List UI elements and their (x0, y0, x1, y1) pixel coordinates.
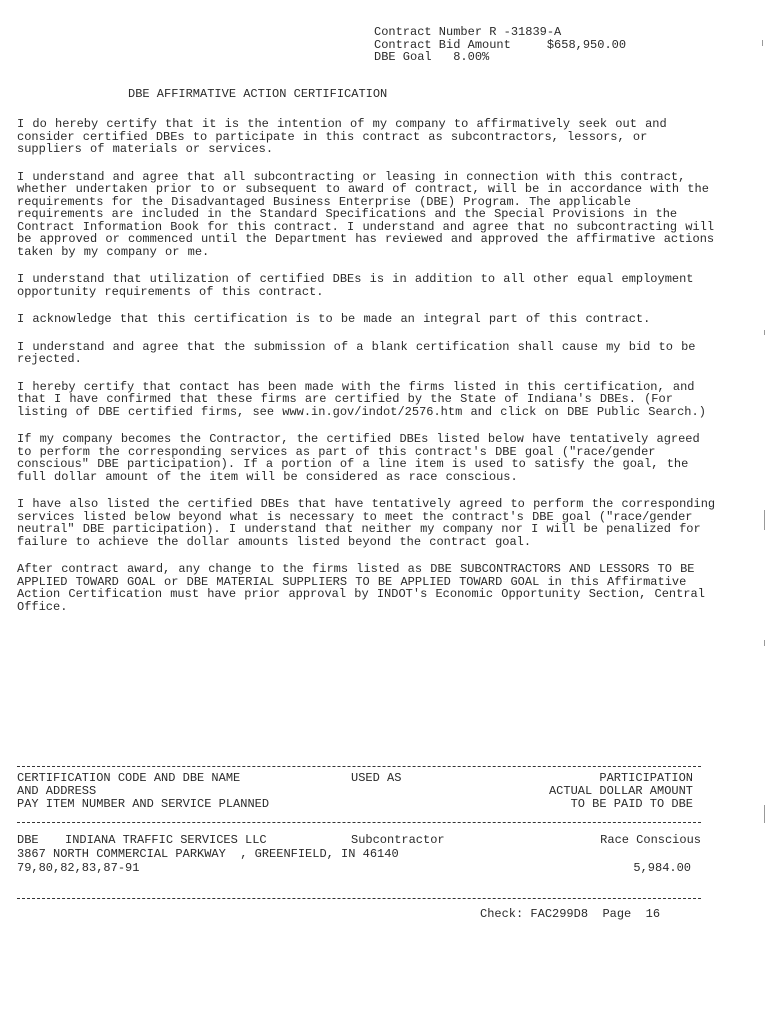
paragraph-subcontracting: I understand and agree that all subcontracting or leasing in connection with this contract, whether undertaken prior to or subsequent to award of contract, will be in accordance with the requirements for the Disadvantaged Business Enterprise (DBE) Program. The applicable requirements are included in the Standard Specifications and the Special Provisions in the Contract Information Book for this contract. I understand and agree that no subcontracting will be approved or commenced until the Department has reviewed and approved the affirmative actions taken by my company or me. (17, 169, 715, 259)
row-dbe-name: INDIANA TRAFFIC SERVICES LLC (65, 833, 267, 847)
check-code: FAC299D8 (530, 907, 589, 921)
header-col3-line2: ACTUAL DOLLAR AMOUNT (548, 784, 693, 798)
paragraph-intent: I do hereby certify that it is the intention of my company to affirmatively seek out and consider certified DBEs to participate in this contract as subcontractors, lessors, or suppliers of materials or services. (17, 117, 667, 156)
row-participation: Race Conscious (600, 833, 701, 847)
scan-speck (764, 805, 765, 823)
scan-speck (764, 510, 765, 530)
row-used-as: Subcontractor (351, 833, 445, 847)
paragraph-contact: I hereby certify that contact has been made with the firms listed in this certification, and that I have confirmed that these firms are certified by the State of Indiana's DBEs. (For listing of DBE certified firms, see www.in.gov/indot/2576.htm and click on DBE Public Search.) (17, 379, 706, 419)
paragraph-change-approval: After contract award, any change to the firms listed as DBE SUBCONTRACTORS AND LESSORS TO BE APPLIED TOWARD GOAL or DBE MATERIAL SUPPLIERS TO BE APPLIED TOWARD GOAL in this Affirmative Action Certification must have prior approval by INDOT's Economic Opportunity Section, Central Office. (17, 562, 705, 614)
table-bottom-rule (17, 898, 701, 899)
header-col2: USED AS (351, 771, 402, 785)
paragraph-race-neutral: I have also listed the certified DBEs that have tentatively agreed to perform the corresponding services listed below beyond what is necessary to meet the contract's DBE goal ("race/gender neutral" DBE participation). I understand that neither my company nor I will be penalized for failure to achieve the dollar amounts listed beyond the contract goal. (17, 497, 716, 549)
table-header-rule (17, 822, 701, 823)
certification-body (17, 118, 717, 628)
page-number: 16 (645, 907, 661, 921)
contract-number-value: R -31839-A (489, 25, 562, 39)
scan-speck (762, 40, 763, 46)
row-code: DBE (17, 833, 39, 847)
dbe-goal-value: 8.00% (453, 50, 490, 64)
row-pay-items: 79,80,82,83,87-91 (17, 861, 140, 875)
page-label: Page (602, 907, 632, 921)
document-title: DBE AFFIRMATIVE ACTION CERTIFICATION (128, 87, 388, 101)
row-amount: 5,984.00 (633, 861, 691, 875)
row-address: 3867 NORTH COMMERCIAL PARKWAY , GREENFIELD, IN 46140 (17, 847, 399, 861)
paragraph-integral: I acknowledge that this certification is to be made an integral part of this contract. (17, 312, 651, 326)
bid-amount-label: Contract Bid Amount (374, 37, 511, 52)
bid-amount-value: $658,950.00 (546, 37, 627, 52)
header-col1-line2: AND ADDRESS (17, 784, 97, 798)
contract-number-label: Contract Number (374, 25, 483, 39)
header-col3-line1: PARTICIPATION (599, 771, 693, 785)
table-top-rule (17, 766, 701, 767)
contract-header (374, 26, 626, 64)
paragraph-blank: I understand and agree that the submission of a blank certification shall cause my bid to be rejected. (17, 339, 696, 366)
dbe-goal-row (374, 51, 626, 64)
scan-speck (764, 330, 765, 335)
header-col1-line3: PAY ITEM NUMBER AND SERVICE PLANNED (17, 797, 270, 811)
header-col1-line1: CERTIFICATION CODE AND DBE NAME (17, 771, 241, 785)
page-footer (480, 908, 660, 921)
paragraph-race-conscious: If my company becomes the Contractor, the certified DBEs listed below have tentatively agreed to perform the corresponding services as part of this contract's DBE goal ("race/gender conscious" DBE participation). If a portion of a line item is used to satisfy the goal, the full dollar amount of the item will be considered as race conscious. (17, 432, 700, 484)
paragraph-eeo: I understand that utilization of certified DBEs is in addition to all other equal employment opportunity requirements of this contract. (17, 272, 694, 299)
dbe-goal-label: DBE Goal (374, 50, 432, 64)
check-label: Check: (480, 907, 524, 921)
scan-speck (764, 640, 765, 646)
header-col3-line3: TO BE PAID TO DBE (570, 797, 693, 811)
